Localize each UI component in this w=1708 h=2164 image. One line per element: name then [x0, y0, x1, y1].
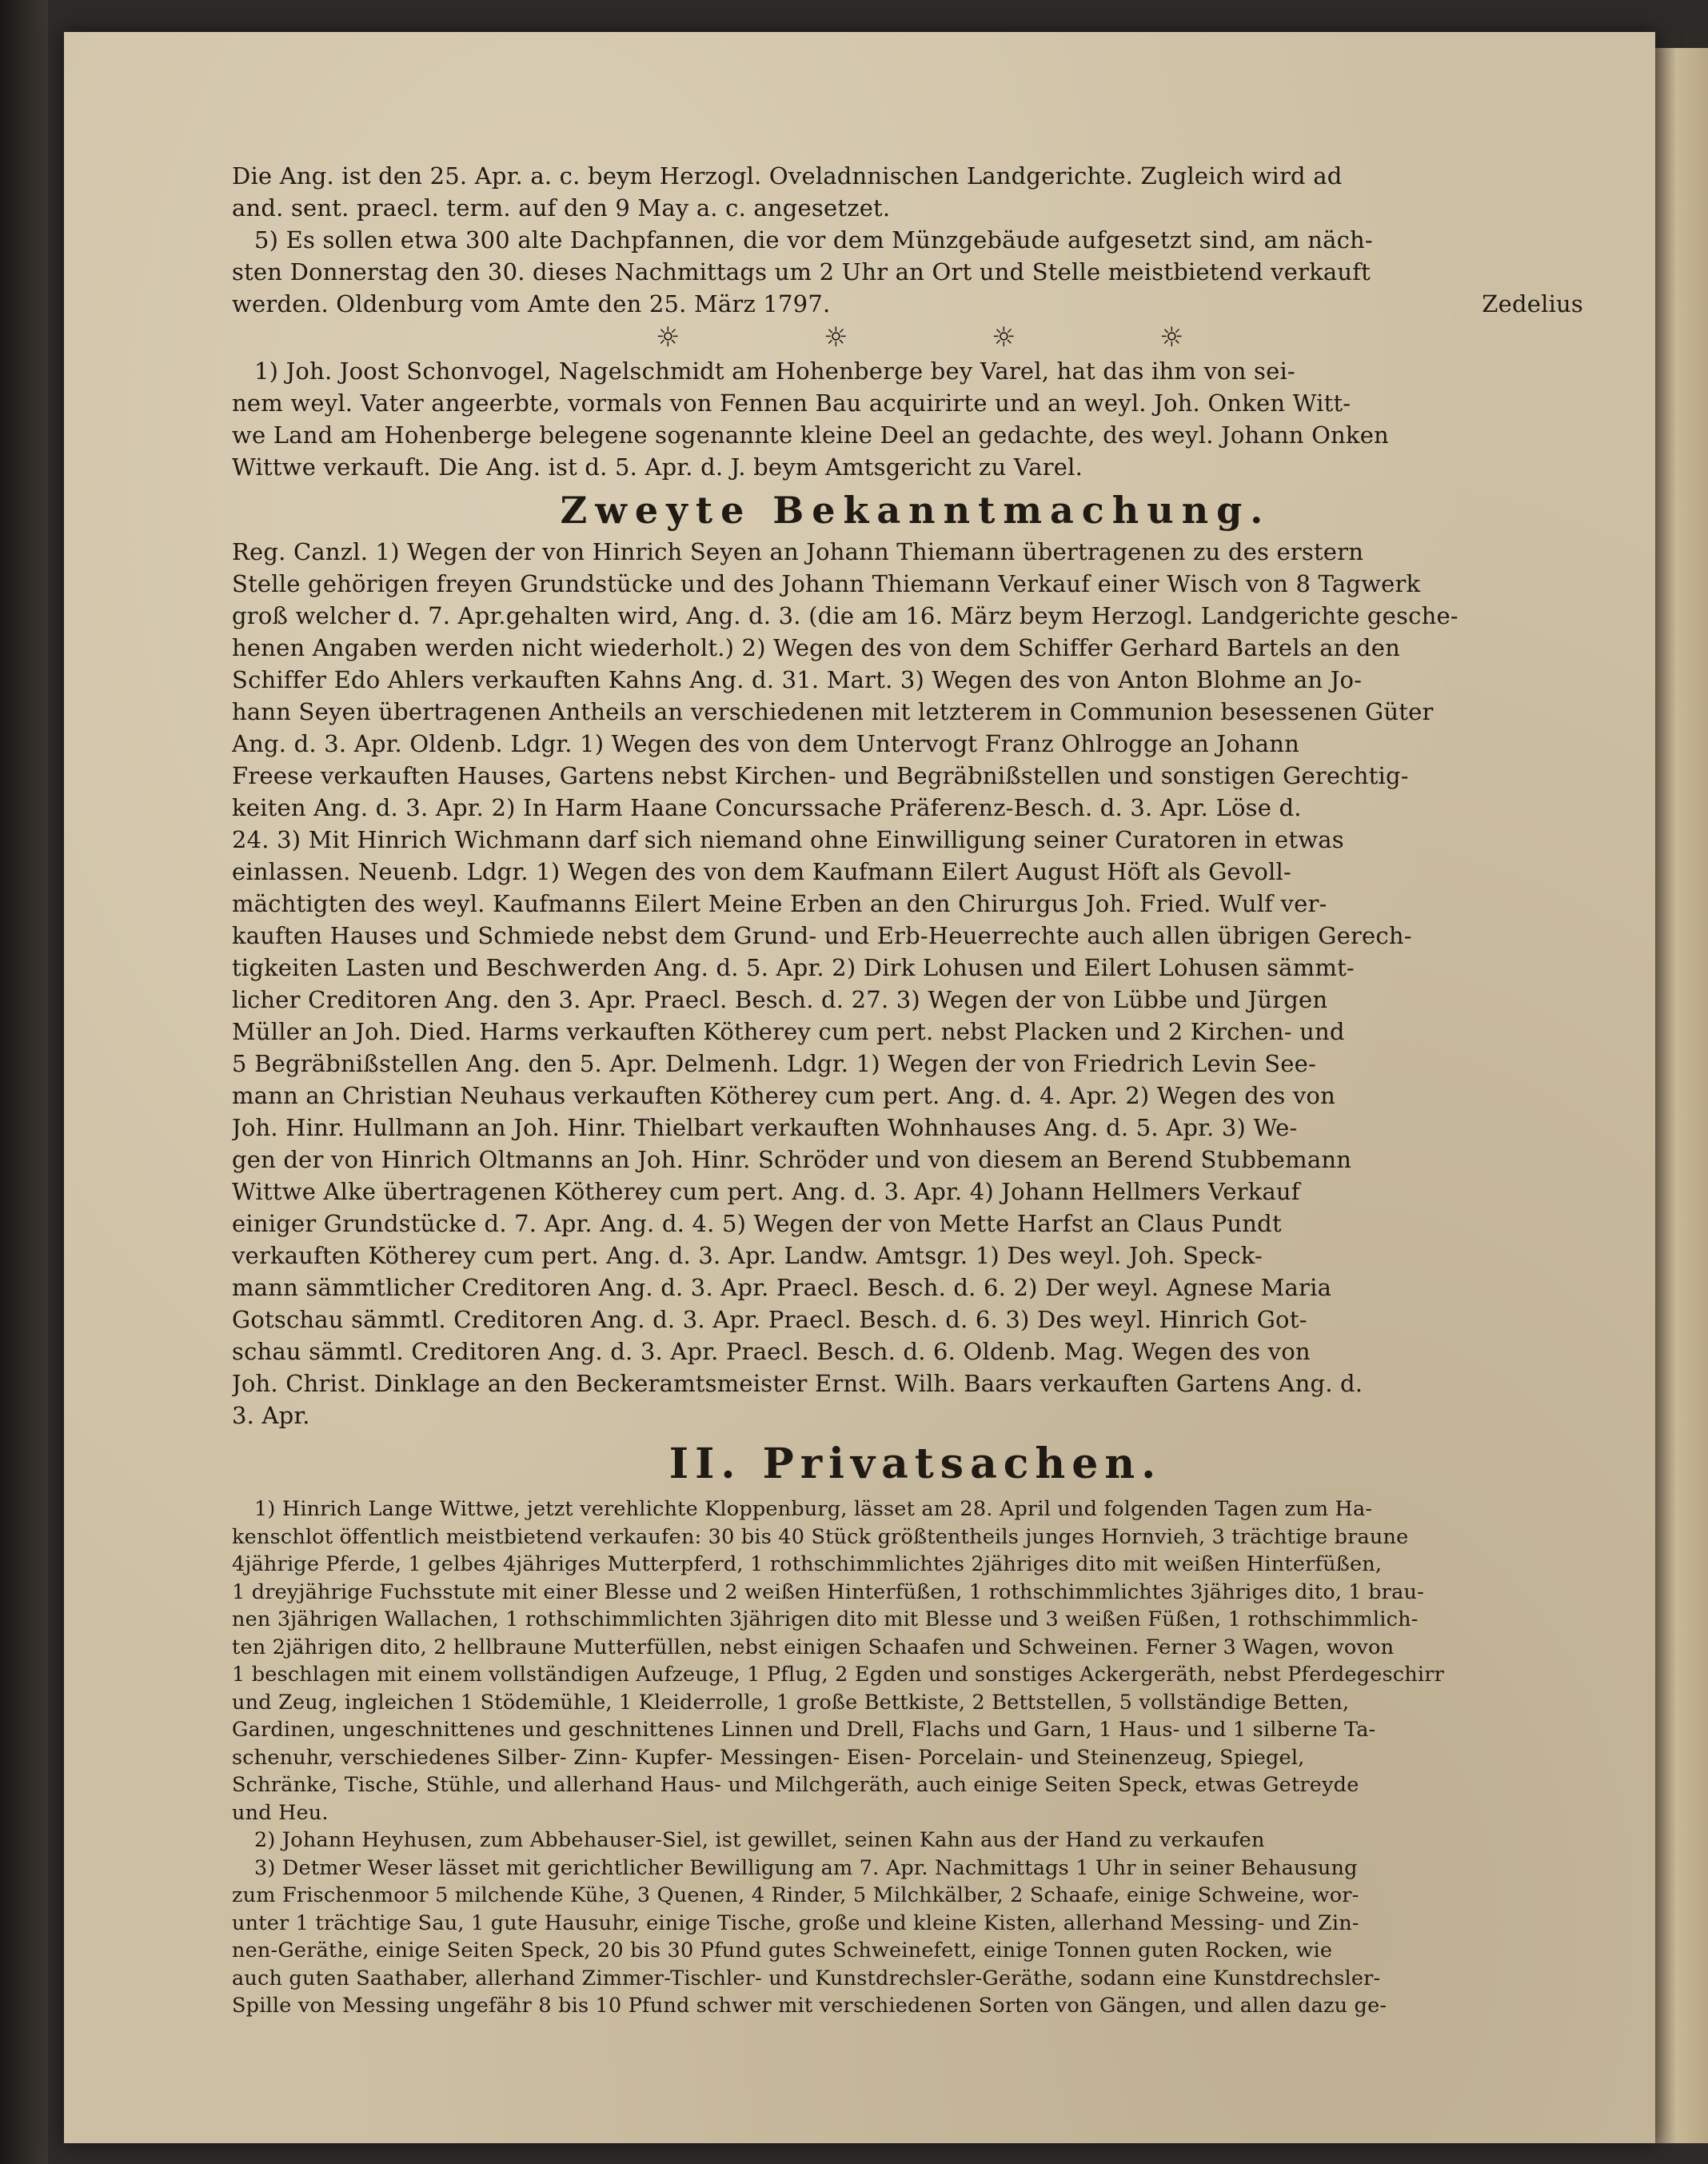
- text-line: ten 2jährigen dito, 2 hellbraune Mutterfüllen, nebst einigen Schaafen und Schweinen. Ferner 3 Wagen, wovon: [232, 1635, 1395, 1659]
- text-line: und Zeug, ingleichen 1 Stödemühle, 1 Kleiderrolle, 1 große Bettkiste, 2 Bettstellen, 5 vollständige Betten,: [232, 1690, 1350, 1715]
- text-line: Spille von Messing ungefähr 8 bis 10 Pfund schwer mit verschiedenen Sorten von Gängen, und allen dazu ge-: [232, 1994, 1387, 2018]
- text-line: Wittwe verkauft. Die Ang. ist d. 5. Apr. d. J. beym Amtsgericht zu Varel.: [232, 453, 1083, 481]
- text-line: and. sent. praecl. term. auf den 9 May a. c. angesetzet.: [232, 194, 891, 222]
- text-line: licher Creditoren Ang. den 3. Apr. Praecl. Besch. d. 27. 3) Wegen der von Lübbe und Jürgen: [232, 986, 1328, 1013]
- text-line: keiten Ang. d. 3. Apr. 2) In Harm Haane Concurssache Präferenz-Besch. d. 3. Apr. Löse d.: [232, 794, 1302, 821]
- text-line: 5 Begräbnißstellen Ang. den 5. Apr. Delmenh. Ldgr. 1) Wegen der von Friedrich Levin See-: [232, 1050, 1317, 1077]
- text-line: Joh. Christ. Dinklage an den Beckeramtsmeister Ernst. Wilh. Baars verkauften Gartens Ang. d.: [232, 1370, 1363, 1397]
- book-spine: [0, 0, 48, 2164]
- text-line: Die Ang. ist den 25. Apr. a. c. beym Herzogl. Oveladnnischen Landgerichte. Zugleich wird ad: [232, 162, 1343, 190]
- sun-ornament-icon: ☼: [824, 321, 848, 353]
- text-line: unter 1 trächtige Sau, 1 gute Hausuhr, einige Tische, große und kleine Kisten, allerhand Messing- und Zin-: [232, 1910, 1359, 1935]
- text-line: kauften Hauses und Schmiede nebst dem Grund- und Erb-Heuerrechte auch allen übrigen Gerech-: [232, 922, 1412, 949]
- text-line: tigkeiten Lasten und Beschwerden Ang. d. 5. Apr. 2) Dirk Lohusen und Eilert Lohusen sämmt-: [232, 954, 1355, 981]
- text-line: 2) Johann Heyhusen, zum Abbehauser-Siel, ist gewillet, seinen Kahn aus der Hand zu verkaufen: [254, 1828, 1265, 1852]
- section-heading-private-matters: II. Privatsachen.: [668, 1439, 1163, 1488]
- section-heading-second-announcement: Zweyte Bekanntmachung.: [560, 489, 1271, 532]
- text-line: gen der von Hinrich Oltmanns an Joh. Hinr. Schröder und von diesem an Berend Stubbemann: [232, 1146, 1352, 1173]
- signature-row: [232, 288, 1599, 320]
- text-line: Müller an Joh. Died. Harms verkauften Kötherey cum pert. nebst Placken und 2 Kirchen- und: [232, 1018, 1345, 1045]
- sun-ornament-icon: ☼: [1159, 321, 1184, 353]
- text-line: einiger Grundstücke d. 7. Apr. Ang. d. 4. 5) Wegen der von Mette Harfst an Claus Pundt: [232, 1210, 1282, 1237]
- adjacent-page-edge: [1655, 48, 1708, 2143]
- text-line: einlassen. Neuenb. Ldgr. 1) Wegen des von dem Kaufmann Eilert August Höft als Gevoll-: [232, 858, 1291, 885]
- ornament-row: [232, 320, 1599, 355]
- sun-ornament-icon: ☼: [656, 321, 680, 353]
- text-line: Ang. d. 3. Apr. Oldenb. Ldgr. 1) Wegen des von dem Untervogt Franz Ohlrogge an Johann: [232, 730, 1299, 757]
- schonvogel-section: [232, 355, 1599, 483]
- text-line: schenuhr, verschiedenes Silber- Zinn- Kupfer- Messingen- Eisen- Porcelain- und Steinenzeug, Spiegel,: [232, 1745, 1305, 1770]
- text-line: mann sämmtlicher Creditoren Ang. d. 3. Apr. Praecl. Besch. d. 6. 2) Der weyl. Agnese Maria: [232, 1274, 1332, 1301]
- text-line: 1 beschlagen mit einem vollständigen Aufzeuge, 1 Pflug, 2 Egden und sonstiges Ackergeräth, nebst Pferdegeschirr: [232, 1663, 1444, 1687]
- text-line: Stelle gehörigen freyen Grundstücke und des Johann Thiemann Verkauf einer Wisch von 8 Tagwerk: [232, 570, 1421, 597]
- text-line: Freese verkauften Hauses, Gartens nebst Kirchen- und Begräbnißstellen und sonstigen Gerechtig-: [232, 762, 1409, 789]
- text-line: mann an Christian Neuhaus verkauften Kötherey cum pert. Ang. d. 4. Apr. 2) Wegen des von: [232, 1082, 1335, 1109]
- top-section: [232, 160, 1599, 320]
- text-line: mächtigten des weyl. Kaufmanns Eilert Meine Erben an den Chirurgus Joh. Fried. Wulf ver-: [232, 890, 1327, 917]
- text-line: zum Frischenmoor 5 milchende Kühe, 3 Quenen, 4 Rinder, 5 Milchkälber, 2 Schaafe, einige Schweine, wor-: [232, 1883, 1359, 1907]
- text-line: hann Seyen übertragenen Antheils an verschiedenen mit letzterem in Communion besessenen Güter: [232, 698, 1434, 725]
- text-line: 1 dreyjährige Fuchsstute mit einer Blesse und 2 weißen Hinterfüßen, 1 rothschimmlichtes 3jähriges dito, 1 brau-: [232, 1579, 1424, 1604]
- text-line: Wittwe Alke übertragenen Kötherey cum pert. Ang. d. 3. Apr. 4) Johann Hellmers Verkauf: [232, 1178, 1300, 1205]
- text-line: 3. Apr.: [232, 1402, 310, 1429]
- text-line: 4jährige Pferde, 1 gelbes 4jähriges Mutterpferd, 1 rothschimmlichtes 2jähriges dito mit weißen Hinterfüßen,: [232, 1552, 1383, 1576]
- private-section: [232, 1495, 1599, 2020]
- signature-name: Zedelius: [1482, 290, 1583, 317]
- page-text: [232, 160, 1599, 2020]
- text-line: nen-Geräthe, einige Seiten Speck, 20 bis 30 Pfund gutes Schweinefett, einige Tonnen guten Rocken, wie: [232, 1938, 1333, 1962]
- text-line: schau sämmtl. Creditoren Ang. d. 3. Apr. Praecl. Besch. d. 6. Oldenb. Mag. Wegen des von: [232, 1338, 1311, 1365]
- text-line: Schränke, Tische, Stühle, und allerhand Haus- und Milchgeräth, auch einige Seiten Speck, etwas Getreyde: [232, 1773, 1359, 1797]
- text-line: Joh. Hinr. Hullmann an Joh. Hinr. Thielbart verkauften Wohnhauses Ang. d. 5. Apr. 3) We-: [232, 1114, 1298, 1141]
- text-line: auch guten Saathaber, allerhand Zimmer-Tischler- und Kunstdrechsler-Geräthe, sodann eine Kunstdrechsler-: [232, 1966, 1381, 1990]
- text-line: groß welcher d. 7. Apr.gehalten wird, Ang. d. 3. (die am 16. März beym Herzogl. Landgerichte gesche-: [232, 602, 1459, 629]
- text-line: verkauften Kötherey cum pert. Ang. d. 3. Apr. Landw. Amtsgr. 1) Des weyl. Joh. Speck-: [232, 1242, 1263, 1269]
- text-line: kenschlot öffentlich meistbietend verkaufen: 30 bis 40 Stück größtentheils junges Hornvieh, 3 trächtige braune: [232, 1524, 1409, 1549]
- text-line: sten Donnerstag den 30. dieses Nachmittags um 2 Uhr an Ort und Stelle meistbietend verkauft: [232, 258, 1371, 285]
- text-line: nen 3jährigen Wallachen, 1 rothschimmlichten 3jährigen dito mit Blesse und 3 weißen Füßen, 1 rothschimmlich-: [232, 1607, 1419, 1631]
- signature-line: werden. Oldenburg vom Amte den 25. März 1797.: [232, 290, 831, 317]
- text-line: 3) Detmer Weser lässet mit gerichtlicher Bewilligung am 7. Apr. Nachmittags 1 Uhr in seiner Behausung: [254, 1855, 1358, 1880]
- second-section: [232, 536, 1599, 1431]
- text-line: Gardinen, ungeschnittenes und geschnittenes Linnen und Drell, Flachs und Garn, 1 Haus- und 1 silberne Ta-: [232, 1718, 1376, 1742]
- text-line: 24. 3) Mit Hinrich Wichmann darf sich niemand ohne Einwilligung seiner Curatoren in etwas: [232, 826, 1344, 853]
- text-line: henen Angaben werden nicht wiederholt.) 2) Wegen des von dem Schiffer Gerhard Bartels an den: [232, 634, 1400, 661]
- text-line: 5) Es sollen etwa 300 alte Dachpfannen, die vor dem Münzgebäude aufgesetzt sind, am näch-: [254, 226, 1373, 254]
- text-line: we Land am Hohenberge belegene sogenannte kleine Deel an gedachte, des weyl. Johann Onken: [232, 421, 1389, 449]
- text-line: und Heu.: [232, 1800, 329, 1825]
- sun-ornament-icon: ☼: [992, 321, 1016, 353]
- text-line: Reg. Canzl. 1) Wegen der von Hinrich Seyen an Johann Thiemann übertragenen zu des erstern: [232, 538, 1364, 565]
- text-line: Gotschau sämmtl. Creditoren Ang. d. 3. Apr. Praecl. Besch. d. 6. 3) Des weyl. Hinrich Got-: [232, 1306, 1307, 1333]
- text-line: 1) Hinrich Lange Wittwe, jetzt verehlichte Kloppenburg, lässet am 28. April und folgenden Tagen zum Ha-: [254, 1497, 1373, 1521]
- text-line: 1) Joh. Joost Schonvogel, Nagelschmidt am Hohenberge bey Varel, hat das ihm von sei-: [254, 357, 1295, 385]
- text-line: Schiffer Edo Ahlers verkauften Kahns Ang. d. 31. Mart. 3) Wegen des von Anton Blohme an Jo-: [232, 666, 1363, 693]
- text-line: nem weyl. Vater angeerbte, vormals von Fennen Bau acquirirte und an weyl. Joh. Onken Witt-: [232, 389, 1351, 417]
